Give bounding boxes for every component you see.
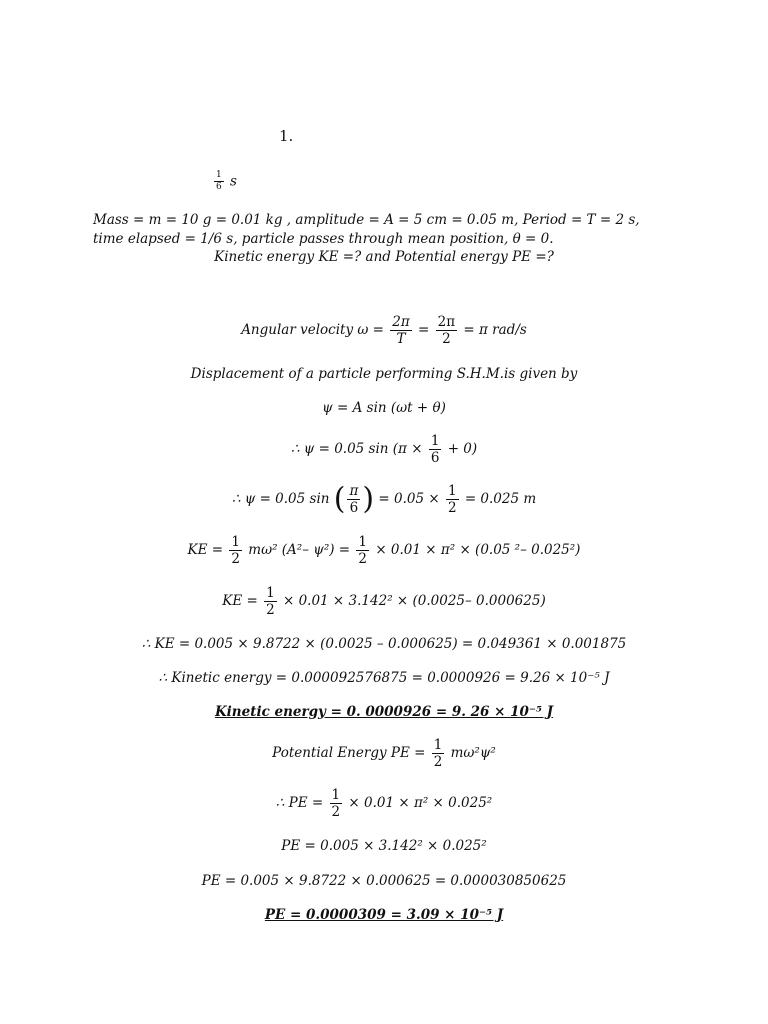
- time-unit: s: [230, 173, 237, 190]
- fraction-denominator: 6: [430, 450, 440, 467]
- fraction-pi-over-6: [347, 484, 360, 515]
- ke-formula-prefix: KE =: [187, 542, 228, 559]
- psi-step-1-suffix: + 0): [447, 441, 478, 458]
- fraction-denominator: 2: [231, 551, 240, 568]
- fraction-numerator: 1: [447, 483, 457, 499]
- angular-velocity-result: = π rad/s: [463, 322, 527, 339]
- fraction-denominator: 2: [442, 331, 451, 348]
- fraction-numerator: 1: [430, 433, 440, 449]
- pe-formula: [0, 738, 768, 769]
- fraction-2pi-over-t: [390, 315, 411, 346]
- fraction-1-over-2: [229, 535, 242, 566]
- fraction-denominator: 2: [331, 804, 341, 821]
- pe-formula-suffix: mω²ψ²: [450, 745, 496, 762]
- fraction-numerator: 1: [331, 787, 341, 803]
- fraction-2pi-over-2: [436, 315, 457, 346]
- ke-step-2-prefix: KE =: [222, 593, 263, 610]
- pe-step-1: [0, 788, 768, 819]
- given-line-1: Mass = m = 10 g = 0.01 kg , amplitude = A = 5 cm = 0.05 m, Period = T = 2 s,: [93, 212, 640, 228]
- open-paren: (: [333, 481, 346, 517]
- angular-velocity-prefix: Angular velocity ω =: [241, 322, 389, 339]
- pe-step-1-prefix: ∴ PE =: [275, 795, 328, 812]
- ke-result: Kinetic energy = 0. 0000926 = 9. 26 × 10⁻⁵ J: [214, 704, 554, 720]
- psi-step-2-result: = 0.025 m: [464, 491, 537, 508]
- angular-velocity-eq: [0, 315, 768, 346]
- fraction-1-over-2: [264, 586, 277, 617]
- fraction-numerator: π: [349, 483, 359, 499]
- question-number: 1.: [279, 127, 294, 145]
- fraction-numerator: 1: [266, 585, 275, 601]
- fraction-numerator: 2π: [437, 314, 456, 330]
- displacement-text: Displacement of a particle performing S.H.M.is given by: [190, 366, 578, 382]
- time-fraction-numerator: 1: [214, 171, 224, 182]
- fraction-denominator: 2: [447, 500, 457, 517]
- time-fraction: [214, 171, 224, 193]
- fraction-numerator: 1: [231, 534, 240, 550]
- fraction-numerator: 1: [433, 737, 443, 753]
- equals-sign: =: [418, 322, 434, 339]
- pe-formula-prefix: Potential Energy PE =: [272, 745, 430, 762]
- psi-step-2: [0, 481, 768, 517]
- fraction-numerator: 2π: [392, 314, 410, 330]
- fraction-1-over-2: [330, 788, 343, 819]
- pe-step-2: PE = 0.005 × 3.142² × 0.025²: [281, 838, 487, 854]
- ke-formula-suffix: × 0.01 × π² × (0.05 ²– 0.025²): [375, 542, 581, 559]
- fraction-1-over-6: [429, 434, 442, 465]
- fraction-1-over-2: [356, 535, 369, 566]
- psi-step-1: [0, 434, 768, 465]
- psi-step-1-prefix: ∴ ψ = 0.05 sin (π ×: [290, 441, 427, 458]
- fraction-1-over-2: [432, 738, 445, 769]
- given-line-3: Kinetic energy KE =? and Potential energy PE =?: [214, 249, 554, 265]
- time-fraction-denominator: 6: [216, 182, 222, 193]
- fraction-denominator: 2: [358, 551, 368, 568]
- ke-formula-mid: mω² (A²– ψ²) =: [248, 542, 355, 559]
- psi-step-2-prefix: ∴ ψ = 0.05 sin: [231, 491, 334, 508]
- ke-step-3: ∴ KE = 0.005 × 9.8722 × (0.0025 – 0.000625) = 0.049361 × 0.001875: [141, 636, 627, 652]
- fraction-1-over-2: [446, 484, 459, 515]
- fraction-numerator: 1: [358, 534, 368, 550]
- psi-step-2-mid: = 0.05 ×: [378, 491, 444, 508]
- pe-step-3: PE = 0.005 × 9.8722 × 0.000625 = 0.000030850625: [201, 873, 567, 889]
- fraction-denominator: 2: [266, 602, 275, 619]
- time-label: [212, 171, 237, 193]
- fraction-denominator: 6: [349, 500, 359, 517]
- fraction-denominator: T: [396, 331, 406, 348]
- ke-step-4: ∴ Kinetic energy = 0.000092576875 = 0.0000926 = 9.26 × 10⁻⁵ J: [158, 670, 610, 686]
- pe-step-1-suffix: × 0.01 × π² × 0.025²: [348, 795, 493, 812]
- fraction-denominator: 2: [433, 754, 443, 771]
- ke-formula: [0, 535, 768, 566]
- close-paren: ): [362, 481, 375, 517]
- given-line-2: time elapsed = 1/6 s, particle passes through mean position, θ = 0.: [93, 231, 554, 247]
- pe-result: PE = 0.0000309 = 3.09 × 10⁻⁵ J: [264, 907, 504, 923]
- ke-step-2-suffix: × 0.01 × 3.142² × (0.0025– 0.000625): [282, 593, 546, 610]
- displacement-equation: ψ = A sin (ωt + θ): [322, 400, 446, 416]
- ke-step-2: [0, 586, 768, 617]
